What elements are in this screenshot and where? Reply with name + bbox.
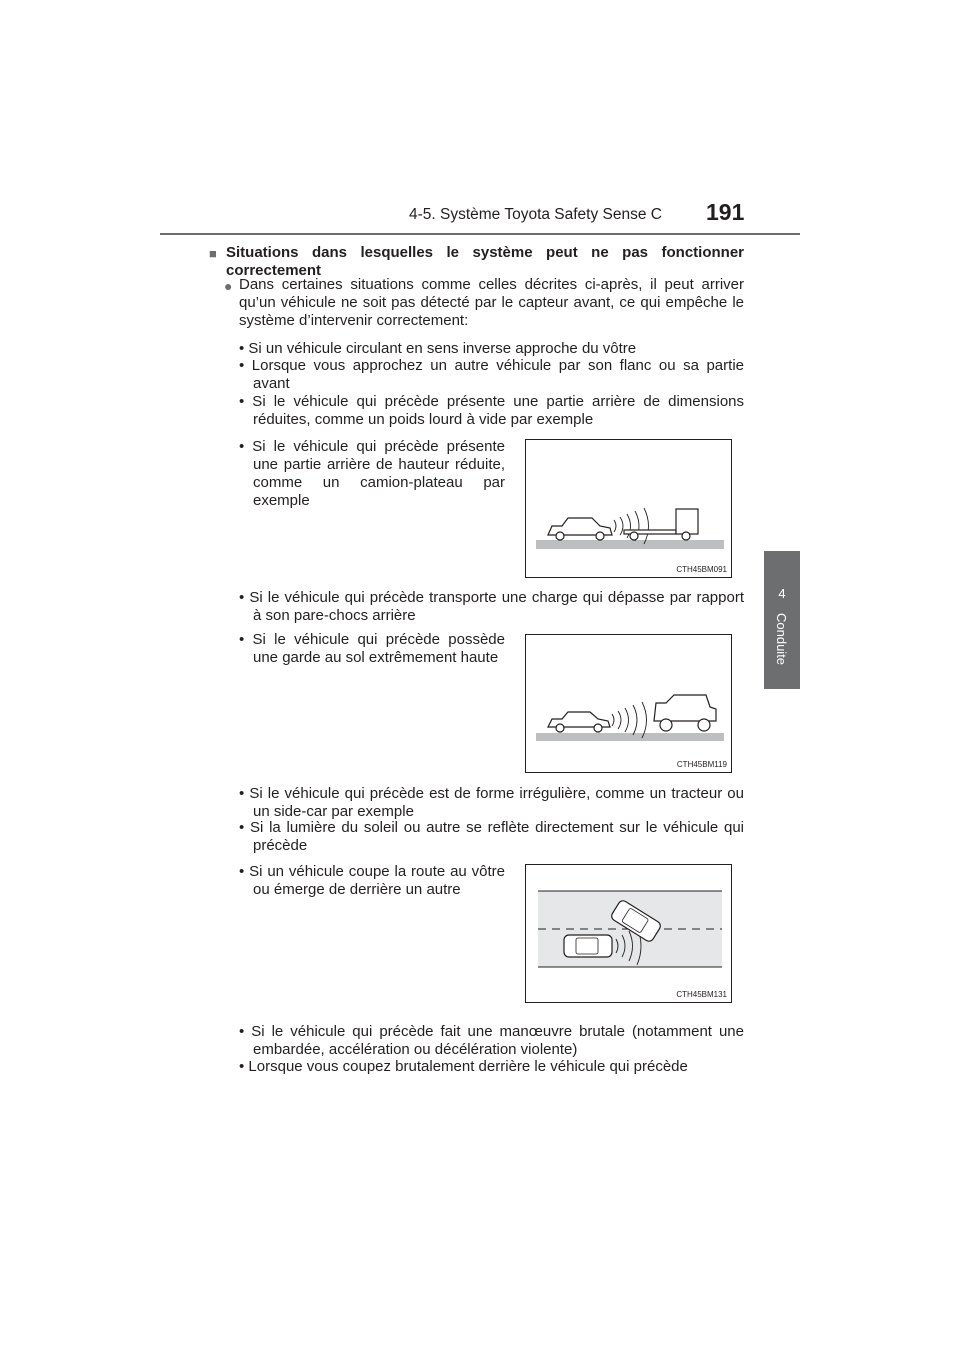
circle-bullet-icon: ●	[224, 278, 233, 294]
list-item: • Si le véhicule qui précède présente une partie arrière de hauteur réduite, comme un camion-plateau par exemple	[239, 438, 505, 509]
figure-code: CTH45BM091	[676, 565, 727, 574]
figure-high-clearance-suv	[525, 634, 732, 773]
figure-flatbed-truck	[525, 439, 732, 578]
list-item: • Lorsque vous approchez un autre véhicule par son flanc ou sa partie avant	[239, 357, 744, 392]
section-heading: Situations dans lesquelles le système peut ne pas fonctionner correctement	[226, 244, 744, 279]
chapter-number: 4	[778, 586, 786, 601]
page-number: 191	[706, 199, 745, 225]
figure-code: CTH45BM119	[676, 760, 727, 769]
list-item: • Si le véhicule qui précède présente une partie arrière de dimensions réduites, comme un poids lourd à vide par exemple	[239, 393, 744, 428]
cut-in-vehicle-illustration	[526, 865, 731, 1002]
list-item: • Si le véhicule qui précède est de forme irrégulière, comme un tracteur ou un side-car par exemple	[239, 785, 744, 820]
list-item: • Si un véhicule coupe la route au vôtre ou émerge de derrière un autre	[239, 863, 505, 898]
flatbed-truck-illustration	[526, 440, 731, 577]
square-bullet-icon: ■	[209, 246, 217, 261]
header-divider	[160, 233, 800, 235]
figure-code: CTH45BM131	[676, 990, 727, 999]
chapter-tab[interactable]	[764, 551, 800, 689]
high-clearance-suv-illustration	[526, 635, 731, 772]
intro-paragraph: Dans certaines situations comme celles décrites ci-après, il peut arriver qu’un véhicule ne soit pas détecté par le capteur avant, ce qui empêche le système d’intervenir correctement:	[239, 276, 744, 329]
figure-cut-in-vehicle	[525, 864, 732, 1003]
chapter-label: Conduite	[774, 613, 789, 666]
list-item: • Si le véhicule qui précède possède une garde au sol extrêmement haute	[239, 631, 505, 666]
list-item: • Si le véhicule qui précède fait une manœuvre brutale (notamment une embardée, accélération ou décélération violente)	[239, 1023, 744, 1058]
section-title: 4-5. Système Toyota Safety Sense C	[408, 206, 662, 223]
list-item: • Lorsque vous coupez brutalement derrière le véhicule qui précède	[239, 1058, 688, 1075]
list-item: • Si un véhicule circulant en sens inverse approche du vôtre	[239, 340, 637, 357]
list-item: • Si le véhicule qui précède transporte une charge qui dépasse par rapport à son pare-chocs arrière	[239, 589, 744, 624]
list-item: • Si la lumière du soleil ou autre se reflète directement sur le véhicule qui précède	[239, 819, 744, 854]
